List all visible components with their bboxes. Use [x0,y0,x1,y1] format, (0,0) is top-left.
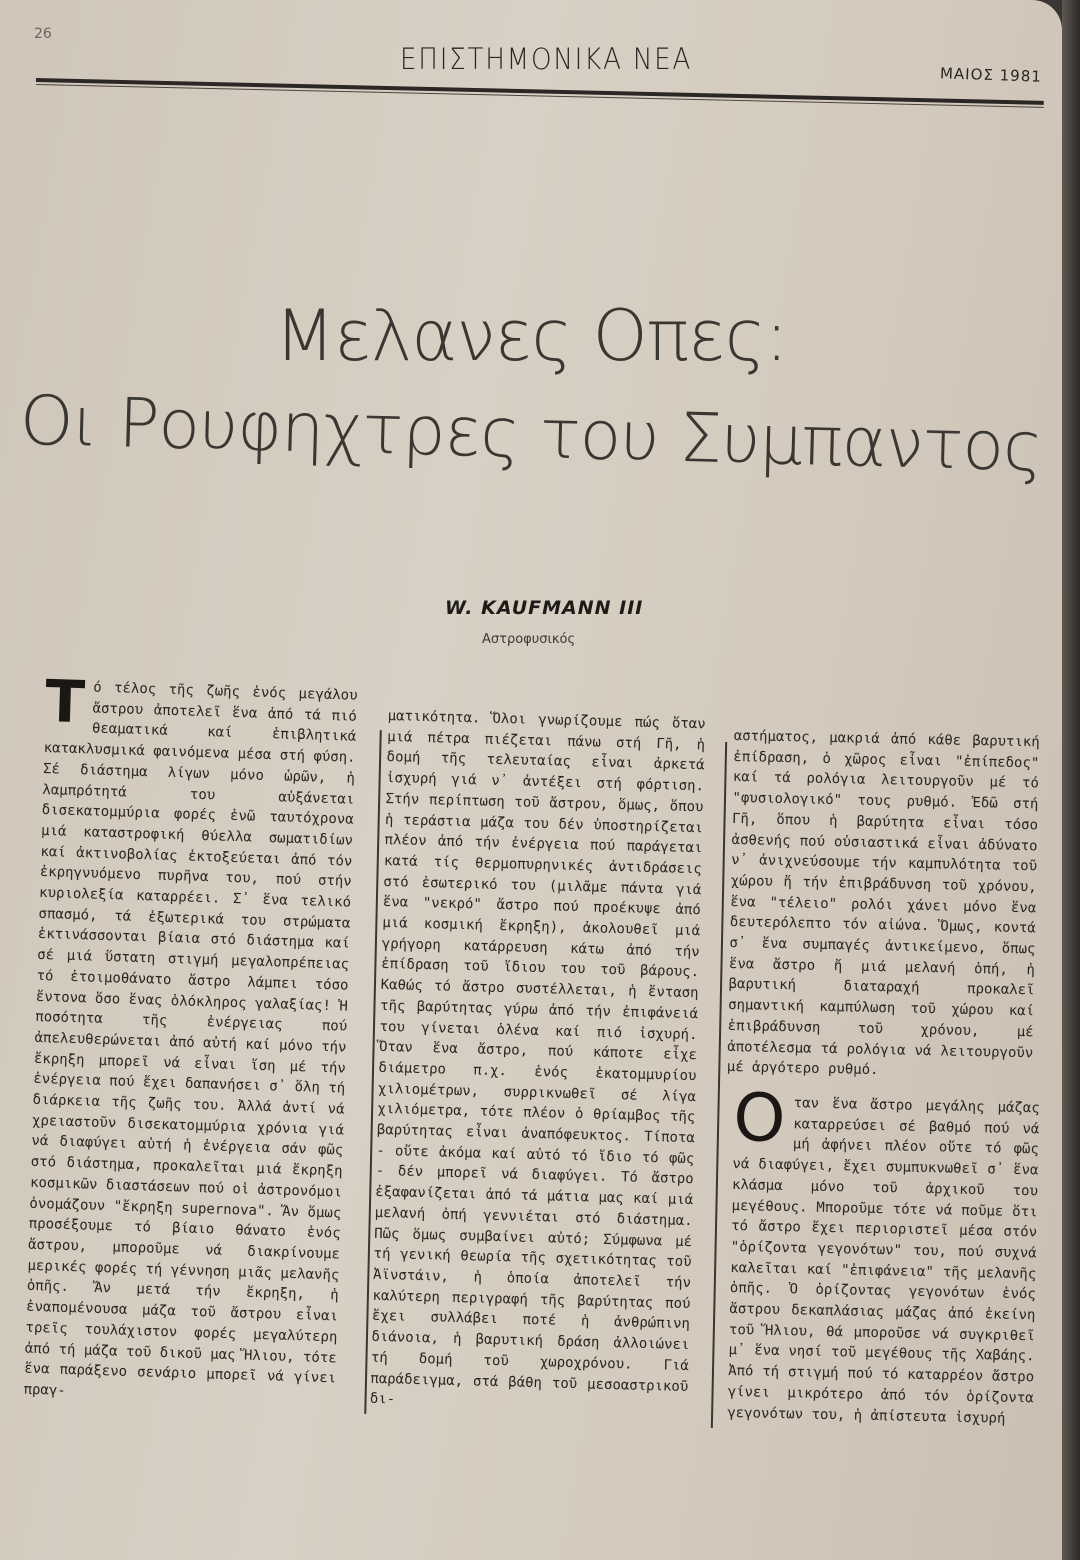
author-role: Αστροφυσικός [482,632,576,647]
body-column-3 [727,726,1040,1084]
body-column-3-section-2 [727,1079,1040,1430]
column-2-text: ματικότητα. Ὅλοι γνωρίζουμε πώς ὅταν μιά πέτρα πιέζεται πάνω στή Γῆ, ἡ δομή τῆς τελευταίας εἶναι ἀρκετά ἰσχυρή γιά ν᾽ ἀντέξει στή φόρτιση. Στήν περίπτωση τοῦ ἄστρου, ὅμως, ὅπου ἡ τεράστια μάζα του δέν ὑποστηρίζεται πλέον ἀπό τήν ἐνέργεια πού παράγεται κατά τίς θερμοπυρηνικές ἀντιδράσεις στό ἐσωτερικό του (μιλᾶμε πάντα γιά ἕνα "νεκρό" ἄστρο πού προέκυψε ἀπό μιά κοσμική ἔκρηξη), ἀκολουθεῖ μιά γρήγορη κατάρρευση κάτω ἀπό τήν ἐπίδραση τοῦ ἴδιου του τοῦ βάρους. Καθώς τό ἄστρο συστέλλεται, ἡ ἔνταση τῆς βαρύτητας γύρω ἀπό τήν ἐπιφάνειά του γίνεται ὁλένα καί πιό ἰσχυρή. Ὅταν ἕνα ἄστρο, πού κάποτε εἶχε διάμετρο π.χ. ἑνός ἑκατομμυρίου χιλιομέτρων, συρρικνωθεῖ σέ λίγα χιλιόμετρα, τότε πλέον ὁ θρίαμβος τῆς βαρύτητας εἶναι ἀναπόφευκτος. Τίποτα - οὔτε ἀκόμα καί αὐτό τό ἴδιο τό φῶς - δέν μπορεῖ νά διαφύγει. Τό ἄστρο ἐξαφανίζεται ἀπό τά μάτια μας καί μιά μελανή ὀπή γεννιέται στό διάστημα. Πῶς ὅμως συμβαίνει αὐτό; Σύμφωνα μέ τή γενική θεωρία τῆς σχετικότητας τοῦ Ἀϊνστάιν, ἡ ὁποία ἀποτελεῖ τήν καλύτερη περιγραφή τῆς βαρύτητας πού ἔχει συλλάβει ποτέ ἡ ἀνθρώπινη διάνοια, ἡ βαρυτική δράση ἀλλοιώνει τή δομή τοῦ χωροχρόνου. Γιά παράδειγμα, στά βάθη τοῦ μεσοαστρικοῦ δι- [369,707,706,1408]
column-1-text: ό τέλος τῆς ζωῆς ἑνός μεγάλου ἄστρου ἀποτελεῖ ἕνα ἀπό τά πιό θεαματικά καί ἐπιβλητικά κατακλυσμικά φαινόμενα μέσα στή φύση. Σέ διάστημα λίγων μόνο ὡρῶν, ἡ λαμπρότητά του αὐξάνεται δισεκατομμύρια φορές ἐνῶ ταυτόχρονα μιά καταστροφική θύελλα σωματιδίων καί ἀκτινοβολίας ἐκτοξεύεται ἀπό τόν ἐκρηγνυόμενο πυρῆνα του, πού στήν κυριολεξία καταρρέει. Σ᾽ ἕνα τελικό σπασμό, τά ἐξωτερικά του στρώματα ἐκτινάσσονται βίαια στό διάστημα καί σέ μιά ὕστατη στιγμή μεγαλοπρέπειας τό ἑτοιμοθάνατο ἄστρο λάμπει τόσο ἔντονα ὅσο ἕνας ὁλόκληρος γαλαξίας! Ἡ ποσότητα τῆς ἐνέργειας πού ἀπελευθερώνεται ἀπό αὐτή καί μόνο τήν ἔκρηξη μπορεῖ νά εἶναι ἴση μέ τήν ἐνέργεια πού ἔχει δαπανήσει σ᾽ ὅλη τή διάρκεια τῆς ζωῆς του. Ἀλλά ἀντί νά χρειαστοῦν δισεκατομμύρια χρόνια γιά νά διαφύγει αὐτή ἡ ἐνέργεια σάν φῶς στό διάστημα, προκαλεῖται μιά ἔκρηξη κοσμικῶν διαστάσεων πού οἱ ἀστρονόμοι ὀνομάζουν "ἔκρηξη supernova". Ἄν ὅμως προσέξουμε τό βίαιο θάνατο ἑνός ἄστρου, μποροῦμε νά διακρίνουμε μερικές φορές τή γέννηση μιᾶς μελανῆς ὀπῆς. Ἄν μετά τήν ἔκρηξη, ἡ ἐναπομένουσα μάζα τοῦ ἄστρου εἶναι τρεῖς τουλάχιστον φορές μεγαλύτερη ἀπό τή μάζα τοῦ δικοῦ μας Ἥλιου, τότε ἕνα παράξενο σενάριο μπορεῖ νά γίνει πραγ- [23,679,358,1399]
binding-shadow [1062,0,1080,1560]
column-divider-2 [711,742,727,1428]
body-column-1 [23,667,358,1410]
dropcap-o: Ο [732,1079,787,1158]
column-3-text: αστήματος, μακριά ἀπό κάθε βαρυτική ἐπίδραση, ὁ χῶρος εἶναι "ἐπίπεδος" καί τά ρολόγια λειτουργοῦν μέ τό "φυσιολογικό" τους ρυθμό. Ἐδῶ στή Γῆ, ὅπου ἡ βαρύτητα εἶναι τόσο ἀσθενής πού οὐσιαστικά εἶναι ἀδύνατο ν᾽ ἀνιχνεύσουμε τήν καμπυλότητα τοῦ χώρου ἤ τήν ἐπιβράδυνση τοῦ χρόνου, ἕνα "τέλειο" ρολόι χάνει μόνο ἕνα δευτερόλεπτο τόν αἰώνα. Ὅμως, κοντά σ᾽ ἕνα συμπαγές ἀντικείμενο, ὅπως ἕνα ἄστρο ἤ μιά μελανή ὀπή, ἡ βαρυτική διαταραχή προκαλεῖ σημαντική καμπύλωση τοῦ χώρου καί ἐπιβράδυνση τοῦ χρόνου, μέ ἀποτέλεσμα τά ρολόγια νά λειτουργοῦν μέ ἀργότερο ρυθμό. [726,727,1040,1079]
body-column-2 [370,706,706,1418]
article-title-line-2: Οι Ρουφηχτρες του Συμπαντος [18,381,1043,488]
column-3-text-2: ταν ἕνα ἄστρο μεγάλης μάζας καταρρεύσει σέ βαθμό πού νά μή ἀφήνει πλέον οὔτε τό φῶς νά διαφύγει, ἔχει συμπυκνωθεῖ σ᾽ ἕνα κλάσμα μόνο τοῦ ἀρχικοῦ του μεγέθους. Μποροῦμε τότε νά ποῦμε ὅτι τό ἄστρο ἔχει περιοριστεῖ μέσα στόν "ὁρίζοντα γεγονότων" του, πού συχνά καλεῖται καί "ἐπιφάνεια" τῆς μελανῆς ὀπῆς. Ὁ ὁρίζοντας γεγονότων ἑνός ἄστρου δεκαπλάσιας μάζας ἀπό ἐκείνη τοῦ Ἥλιου, θά μποροῦσε νά συγκριθεῖ μ᾽ ἕνα νησί τοῦ μεγέθους τῆς Χαβάης. Ἀπό τή στιγμή πού τό καταρρέον ἄστρο γίνει μικρότερο ἀπό τόν ὁρίζοντα γεγονότων του, ἡ ἀπίστευτα ἰσχυρή [727,1095,1040,1427]
issue-date: ΜΑΙΟΣ 1981 [939,64,1043,86]
article-author: W. KAUFMANN III [445,597,644,619]
header-rule [36,78,1044,105]
header-rule-thin [36,84,1044,108]
dropcap-t: Τ [44,667,86,737]
article-title-line-1: Μελανες Οπες: [274,295,788,377]
magazine-masthead: ΕΠΙΣΤΗΜΟΝΙΚΑ ΝΕΑ [400,42,693,76]
page-number: 26 [34,26,52,42]
